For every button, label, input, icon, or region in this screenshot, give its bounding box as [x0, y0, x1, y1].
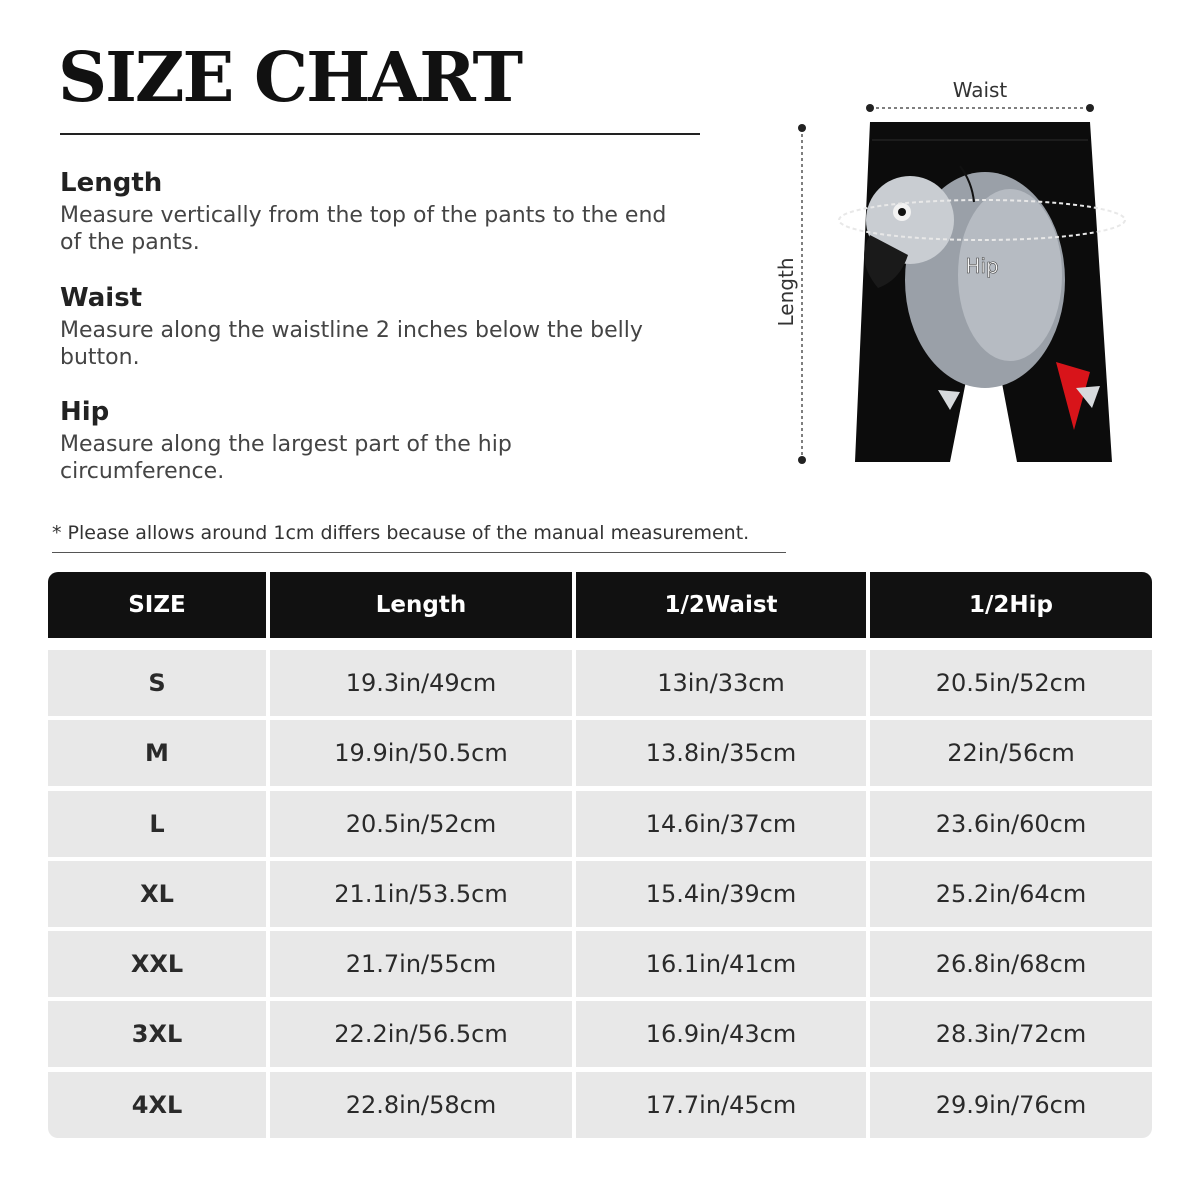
- table-body: [48, 650, 1152, 1138]
- measurement-cell: 13.8in/35cm: [576, 720, 866, 786]
- size-cell: XL: [48, 861, 266, 927]
- hip-description: Measure along the largest part of the hip circumference.: [60, 432, 512, 484]
- measurement-cell: 20.5in/52cm: [870, 650, 1152, 716]
- size-cell: L: [48, 791, 266, 857]
- measurement-cell: 28.3in/72cm: [870, 1001, 1152, 1067]
- size-cell: XXL: [48, 931, 266, 997]
- table-header-row: [48, 572, 1152, 638]
- waist-instruction: [60, 283, 680, 371]
- measurement-cell: 21.1in/53.5cm: [270, 861, 572, 927]
- table-row: [48, 650, 1152, 716]
- title-divider: [60, 133, 700, 135]
- measurement-cell: 19.3in/49cm: [270, 650, 572, 716]
- hip-instruction: [60, 397, 680, 485]
- waist-heading: Waist: [60, 283, 143, 313]
- size-table: [48, 572, 1152, 1142]
- waist-description: Measure along the waistline 2 inches below the belly button.: [60, 318, 643, 370]
- hip-heading: Hip: [60, 397, 110, 427]
- measurement-cell: 16.1in/41cm: [576, 931, 866, 997]
- waist-endpoint-right: [1086, 104, 1094, 112]
- length-description: Measure vertically from the top of the pants to the end of the pants.: [60, 203, 667, 255]
- column-header-1-2waist: 1/2Waist: [576, 572, 866, 638]
- page-title: SIZE CHART: [58, 38, 522, 118]
- table-row: [48, 791, 1152, 857]
- table-row: [48, 931, 1152, 997]
- table-row: [48, 1001, 1152, 1067]
- length-heading: Length: [60, 168, 163, 198]
- measurement-cell: 21.7in/55cm: [270, 931, 572, 997]
- measurement-cell: 22in/56cm: [870, 720, 1152, 786]
- size-cell: 3XL: [48, 1001, 266, 1067]
- size-cell: M: [48, 720, 266, 786]
- table-row: [48, 720, 1152, 786]
- column-header-length: Length: [270, 572, 572, 638]
- shorts-diagram: [760, 70, 1180, 490]
- measurement-cell: 26.8in/68cm: [870, 931, 1152, 997]
- measurement-cell: 20.5in/52cm: [270, 791, 572, 857]
- note-divider: [52, 552, 786, 553]
- table-row: [48, 1072, 1152, 1138]
- measurement-cell: 16.9in/43cm: [576, 1001, 866, 1067]
- size-cell: S: [48, 650, 266, 716]
- measurement-cell: 23.6in/60cm: [870, 791, 1152, 857]
- length-endpoint-top: [798, 124, 806, 132]
- measurement-note: * Please allows around 1cm differs because of the manual measurement.: [52, 522, 750, 544]
- measurement-cell: 29.9in/76cm: [870, 1072, 1152, 1138]
- measurement-cell: 25.2in/64cm: [870, 861, 1152, 927]
- measurement-cell: 17.7in/45cm: [576, 1072, 866, 1138]
- waist-label: Waist: [952, 78, 1008, 102]
- measurement-cell: 15.4in/39cm: [576, 861, 866, 927]
- measurement-cell: 14.6in/37cm: [576, 791, 866, 857]
- length-endpoint-bottom: [798, 456, 806, 464]
- column-header-1-2hip: 1/2Hip: [870, 572, 1152, 638]
- measurement-cell: 13in/33cm: [576, 650, 866, 716]
- size-cell: 4XL: [48, 1072, 266, 1138]
- length-instruction: [60, 168, 680, 256]
- measurement-cell: 19.9in/50.5cm: [270, 720, 572, 786]
- waist-endpoint-left: [866, 104, 874, 112]
- table-row: [48, 861, 1152, 927]
- measurement-cell: 22.2in/56.5cm: [270, 1001, 572, 1067]
- column-header-size: SIZE: [48, 572, 266, 638]
- measurement-cell: 22.8in/58cm: [270, 1072, 572, 1138]
- length-label: Length: [774, 257, 798, 327]
- hip-label: Hip: [965, 254, 999, 278]
